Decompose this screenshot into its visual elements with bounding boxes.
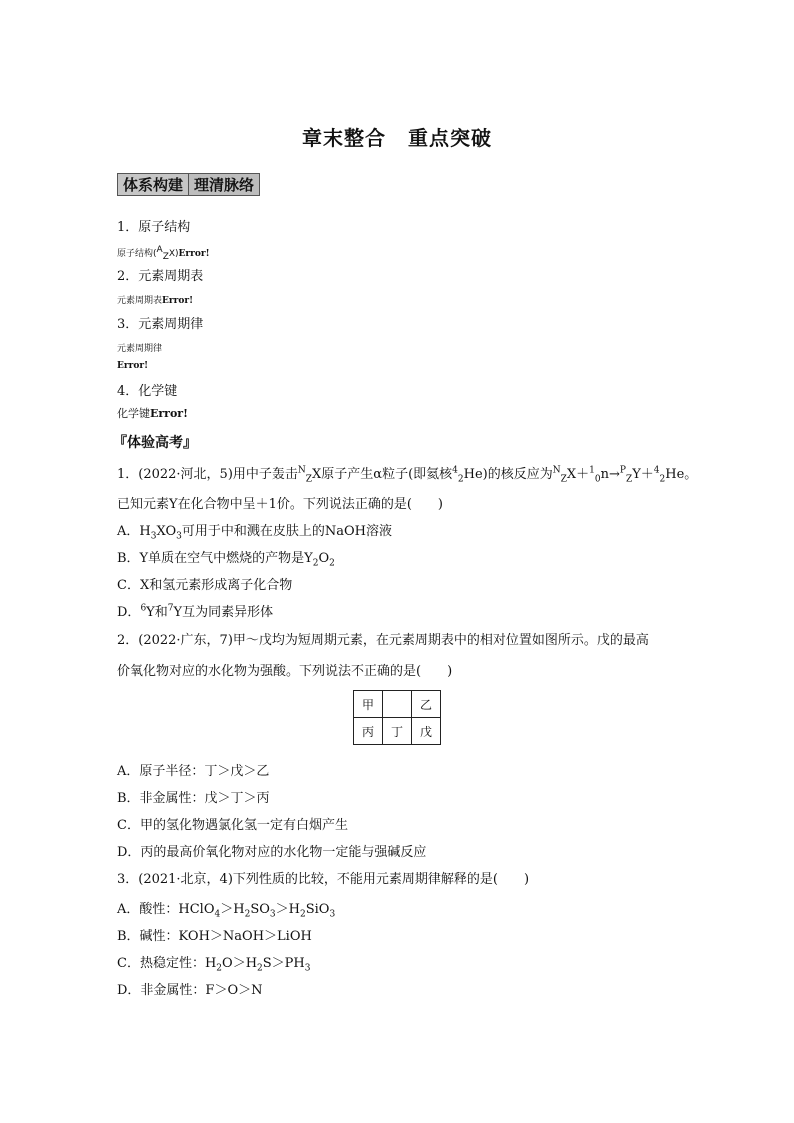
q2-option-c: C．甲的氢化物遇氯化氢一定有白烟产生 <box>117 818 348 833</box>
outline-sub-3-error: Error! <box>117 361 149 371</box>
q2-stem2: 价氧化物对应的水化物为强酸。下列说法不正确的是( ) <box>117 664 453 679</box>
q3-option-c: C．热稳定性：$H_2O>H_2S>PH_3$ <box>117 956 311 974</box>
title-part2: 重点突破 <box>408 126 492 150</box>
table-cell: 戊 <box>412 718 441 745</box>
q1-option-c: C．X和氢元素形成离子化合物 <box>117 578 293 593</box>
title-part1: 章末整合 <box>302 126 386 150</box>
exam-heading: 『体验高考』 <box>113 435 197 451</box>
q2-option-b: B．非金属性：戊＞丁＞丙 <box>117 791 270 806</box>
q3-option-a: A．酸性：$HClO_4>H_2SO_3>H_2SiO_3$ <box>117 902 336 920</box>
q2-option-d: D．丙的最高价氧化物对应的水化物一定能与强碱反应 <box>117 845 427 860</box>
table-cell: 乙 <box>412 691 441 718</box>
outline-sub-4: 化学键Error! <box>117 407 188 420</box>
q2-option-a: A．原子半径：丁＞戊＞乙 <box>117 764 270 779</box>
outline-heading-1: 1．原子结构 <box>117 220 191 235</box>
table-cell: 丙 <box>354 718 383 745</box>
q1-stem2: 已知元素Y在化合物中呈＋1价。下列说法正确的是( ) <box>117 497 443 512</box>
table-cell <box>383 691 412 718</box>
q2-stem: 2．(2022·广东，7)甲～戊均为短周期元素，在元素周期表中的相对位置如图所示。戊的最高 <box>117 633 649 648</box>
q1-option-b: B．Y单质在空气中燃烧的产物是$Y_2O_2$ <box>117 551 335 569</box>
periodic-position-table <box>353 690 441 745</box>
outline-heading-2: 2．元素周期表 <box>117 269 204 284</box>
q3-option-d: D．非金属性：F＞O＞N <box>117 983 263 998</box>
table-cell: 甲 <box>354 691 383 718</box>
q1-option-d: D．$^6$Y和$^7$Y互为同素异形体 <box>117 603 274 620</box>
table-cell: 丁 <box>383 718 412 745</box>
q3-option-b: B．碱性：KOH＞NaOH＞LiOH <box>117 929 312 944</box>
outline-sub-3: 元素周期律 <box>117 344 163 354</box>
page-title <box>0 122 794 151</box>
section-tag <box>117 173 260 196</box>
outline-sub-1: 原子结构($^A_Z$X)Error! <box>117 245 210 262</box>
section-tag-left: 体系构建 <box>117 173 189 196</box>
q1-option-a: A．$H_3XO_3$可用于中和溅在皮肤上的NaOH溶液 <box>117 524 393 542</box>
q3-stem: 3．(2021·北京，4)下列性质的比较，不能用元素周期律解释的是( ) <box>117 872 530 887</box>
section-tag-right: 理清脉络 <box>189 173 260 196</box>
outline-sub-2: 元素周期表Error! <box>117 296 194 306</box>
outline-heading-3: 3．元素周期律 <box>117 317 204 332</box>
outline-heading-4: 4．化学键 <box>117 384 178 399</box>
q1-stem: 1．(2022·河北，5)用中子轰击$^N_Z$X原子产生α粒子(即氦核$^4_2$He)的核反应为$^N_Z$X＋$^1_0$n→$^P_Z$Y＋$^4_2$He。 <box>117 465 698 485</box>
